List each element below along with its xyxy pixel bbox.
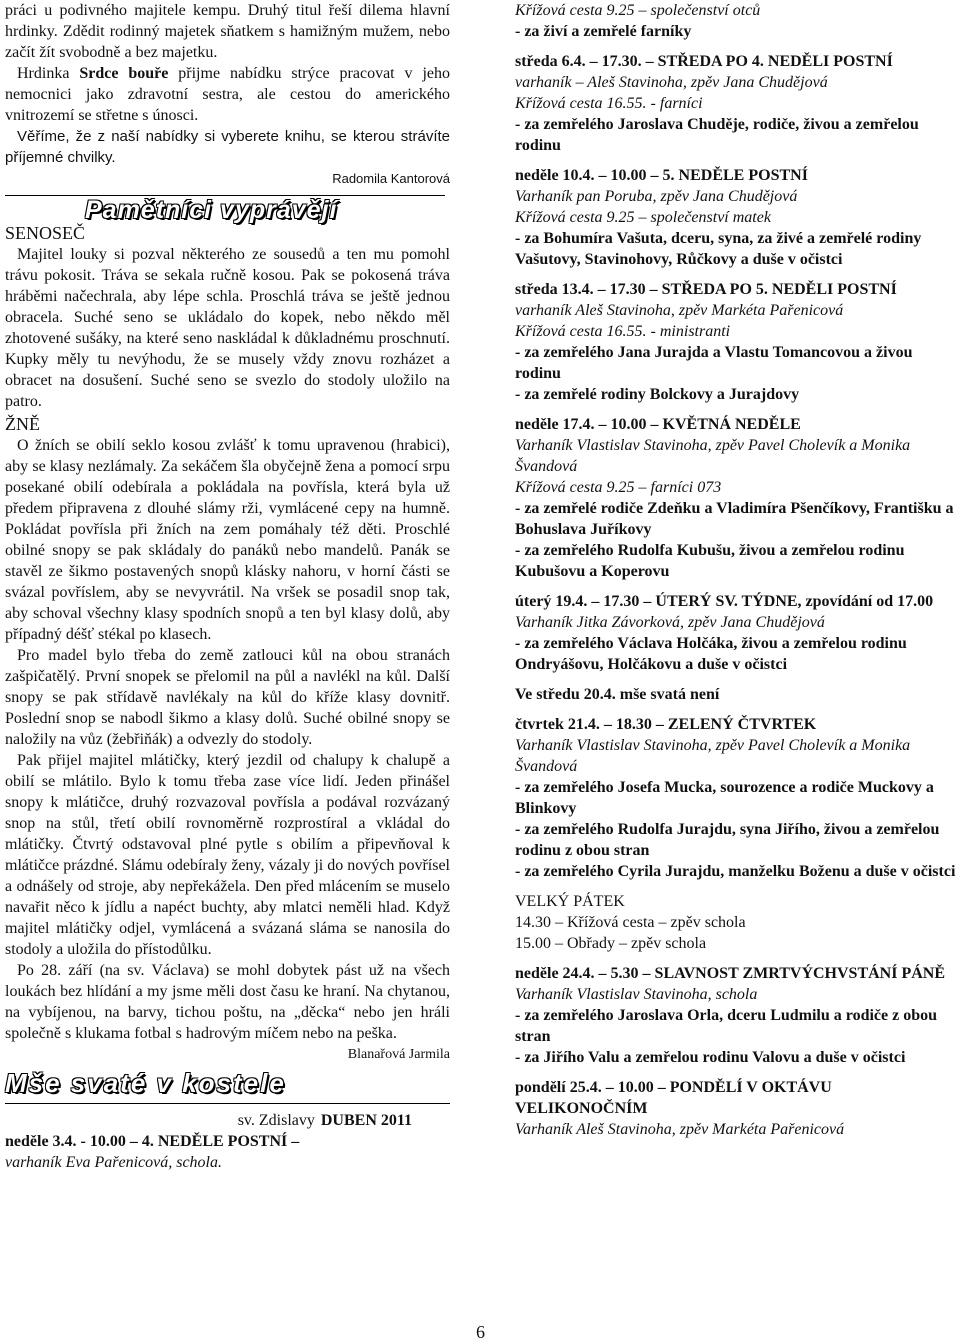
intro-text: přijme nabídku strýce pracovat v jeho nemocnici jako zdravotní sestra, ale cestou do amerického vnitrozemí se střetne s únosci.	[5, 65, 450, 124]
month-name: DUBEN 2011	[320, 1112, 412, 1129]
event-line: varhaník – Aleš Stavinoha, zpěv Jana Chudějová	[515, 74, 828, 91]
mass-event	[515, 591, 960, 675]
book-title: Srdce bouře	[79, 65, 169, 82]
mass-event	[515, 684, 960, 705]
banner-text: Mše svaté v kostele	[5, 1068, 286, 1098]
event-line: Varhaník Vlastislav Stavinoha, zpěv Pavel Cholevík a Monika Švandová	[515, 737, 911, 775]
intro-text: Hrdinka	[17, 65, 80, 82]
mass-event	[515, 714, 960, 882]
event-line: VELKÝ PÁTEK	[515, 893, 625, 910]
signature-blanarova: Blanařová Jarmila	[347, 1047, 450, 1062]
event-line: - za zemřelého Rudolfa Kubušu, živou a zemřelou rodinu Kubušovu a Koperovu	[515, 542, 905, 580]
event-line: - za zemřelé rodiny Bolckovy a Jurajdovy	[515, 386, 800, 403]
event-line: - za Bohumíra Vašuta, dceru, syna, za živé a zemřelé rodiny Vašutovy, Stavinohovy, Růčkovy a duše v očistci	[515, 230, 922, 268]
zne-paragraph: Po 28. září (na sv. Václava) se mohl dobytek pást už na všech loukách bez hlídání a my jsme měli dost času ke hraní. Na chytanou, na vybíjenou, na barvy, tichou poštu, na „děcka“ nebo jen hráli společně s klukama fotbal s hadrovým míčem nebo na peška.	[5, 962, 450, 1042]
zne-paragraph: O žních se obilí seklo kosou zvlášť k tomu upravenou (hrabici), aby se klasy nezlámaly. Za sekáčem šla obyčejně žena a pomocí srpu posekané obilí odebírala a pokládala na povřísla, která byla už předem připravena z dlouhé slámy rži, vymlácené cepy na humně. Pokládat povřísla při žních na zem pomáhaly též děti. Proschlé obilné snopy se pak skládaly do panáků nebo mandelů. Panák se stavěl ze šikmo postavených snopů klásky nahoru, v horní části se svázal povříslem, aby se nevyvrátil. Na vršek se posadil snop tak, aby schoval všechny klasy spodních snopů a ten byl klasy dolů, aby případný déšť stékal po klasech.	[5, 437, 450, 643]
event-line: Křížová cesta 9.25 – farníci 073	[515, 479, 722, 496]
mass-event	[515, 279, 960, 405]
event-line: Křížová cesta 9.25 – společenství matek	[515, 209, 771, 226]
event-line: Křížová cesta 16.55. - farníci	[515, 95, 703, 112]
event-line: - za zemřelé rodiče Zdeňku a Vladimíra Pšenčíkovy, Františku a Bohuslava Juříkovy	[515, 500, 954, 538]
event-line: Varhaník pan Poruba, zpěv Jana Chudějová	[515, 188, 798, 205]
page-number: 6	[476, 1322, 485, 1342]
intro-paragraph: práci u podivného majitele kempu. Druhý titul řeší dilema hlavní hrdinky. Zdědit rodinný majetek sňatkem s hamižným mužem, nebo začít žít svobodně a bez majetku.	[5, 2, 450, 61]
saint-name: sv. Zdislavy	[237, 1112, 315, 1129]
first-event-head: neděle 3.4. - 10.00 – 4. NEDĚLE POSTNÍ –	[5, 1133, 300, 1150]
event-line: - za zemřelého Václava Holčáka, živou a zemřelou rodinu Ondryášovu, Holčákovu a duše v očistci	[515, 635, 907, 673]
mass-event	[515, 963, 960, 1068]
event-line: varhaník Aleš Stavinoha, zpěv Markéta Pařenicová	[515, 302, 844, 319]
right-column	[515, 0, 960, 1140]
mass-event	[515, 0, 960, 42]
event-line: Ve středu 20.4. mše svatá není	[515, 686, 720, 703]
event-line: Varhaník Vlastislav Stavinoha, zpěv Pavel Cholevík a Monika Švandová	[515, 437, 911, 475]
mass-event	[515, 414, 960, 582]
event-line: - za zemřelého Rudolfa Jurajdu, syna Jiřího, živou a zemřelou rodinu z obou stran	[515, 821, 940, 859]
event-line: středa 6.4. – 17.30. – STŘEDA PO 4. NEDĚLI POSTNÍ	[515, 53, 893, 70]
mass-event	[515, 51, 960, 156]
event-line: - za zemřelého Jana Jurajda a Vlastu Tomancovou a živou rodinu	[515, 344, 913, 382]
banner-text: Pamětníci vyprávějí	[85, 196, 338, 224]
section-text-senosec: Majitel louky si pozval některého ze sousedů a ten mu pomohl trávu pokosit. Tráva se sekala ručně kosou. Pak se pokosená tráva hráběmi načechrala, aby lépe schla. Proschlá tráva se ještě jednou obracela. Suché seno se ukládalo do kopek, nebo někdo měl zhotovené sušáky, na které seno naskládal k důkladnému proschnutí. Kupky měly tu nevýhodu, že se musely vždy znovu rozházet a obracet na dosušení. Suché seno se svezlo do stodoly uložilo na patro.	[5, 246, 450, 410]
event-line: 15.00 – Obřady – zpěv schola	[515, 935, 707, 952]
event-line: středa 13.4. – 17.30 – STŘEDA PO 5. NEDĚLI POSTNÍ	[515, 281, 897, 298]
section-title-zne: ŽNĚ	[5, 414, 40, 434]
mass-event	[515, 1077, 960, 1140]
zne-paragraph: Pak přijel majitel mlátičky, který jezdil od chalupy k chalupě a obilí se mlátilo. Bylo k tomu třeba zase více lidí. Jeden přinášel snopy k mlátičce, druhý rozvazoval povřísla a podával rozvázaný snop na stůl, třetí obilí rovnoměrně rozprostíral a vkládal do mlátičky. Čtvrtý odstavoval plné pytle s obilím a připevňoval k mlátičce prázdné. Slámu odebíraly ženy, vázaly ji do nových povřísel a odnášely od stroje, aby nepřekážela. Den před mlácením se muselo navařit něco k jídlu a napéct buchty, aby mlatci neměli hlad. Když majitel mlátičky odjel, vymlácená a svázaná sláma se nanosila do stodoly a uložila do přístodůlku.	[5, 752, 450, 958]
event-line: 14.30 – Křížová cesta – zpěv schola	[515, 914, 746, 931]
signature-kantorova: Radomila Kantorová	[332, 171, 450, 186]
zne-paragraph: Pro madel bylo třeba do země zatlouci kůl na obou stranách zašpičatělý. První snopek se přelomil na půl a navlékl na kůl. Další snopy se pak střídavě navlékaly na kůl do kříže klasy dovnitř. Poslední snop se nabodl šikmo a klasy dolů. Suché obilné snopy se naložily na vůz (žebřiňák) a odvezly do stodoly.	[5, 647, 450, 748]
event-line: neděle 17.4. – 10.00 – KVĚTNÁ NEDĚLE	[515, 416, 801, 433]
mass-event	[515, 891, 960, 954]
event-line: Varhaník Vlastislav Stavinoha, schola	[515, 986, 758, 1003]
event-line: neděle 10.4. – 10.00 – 5. NEDĚLE POSTNÍ	[515, 167, 808, 184]
event-line: pondělí 25.4. – 10.00 – PONDĚLÍ V OKTÁVU VELIKONOČNÍM	[515, 1079, 832, 1117]
intro-paragraph-2	[5, 63, 450, 126]
month-heading	[5, 1110, 450, 1131]
left-column	[5, 0, 450, 1173]
banner-mse-svate	[5, 1068, 450, 1104]
event-line: Varhaník Jitka Závorková, zpěv Jana Chudějová	[515, 614, 825, 631]
event-line: - za zemřelého Jaroslava Orla, dceru Ludmilu a rodiče z obou stran	[515, 1007, 938, 1045]
event-line: čtvrtek 21.4. – 18.30 – ZELENÝ ČTVRTEK	[515, 716, 817, 733]
event-line: neděle 24.4. – 5.30 – SLAVNOST ZMRTVÝCHVSTÁNÍ PÁNĚ	[515, 965, 946, 982]
first-event-line: varhaník Eva Pařenicová, schola.	[5, 1154, 222, 1171]
intro-paragraph-3: Věříme, že z naší nabídky si vyberete knihu, se kterou strávíte příjemné chvilky.	[5, 128, 450, 166]
event-line: - za zemřelého Jaroslava Chuděje, rodiče, živou a zemřelou rodinu	[515, 116, 919, 154]
event-line: úterý 19.4. – 17.30 – ÚTERÝ SV. TÝDNE, zpovídání od 17.00	[515, 593, 934, 610]
event-line: Varhaník Aleš Stavinoha, zpěv Markéta Pařenicová	[515, 1121, 845, 1138]
event-line: - za zemřelého Cyrila Jurajdu, manželku Boženu a duše v očistci	[515, 863, 956, 880]
event-line: - za živí a zemřelé farníky	[515, 23, 692, 40]
event-line: - za zemřelého Josefa Mucka, sourozence a rodiče Muckovy a Blinkovy	[515, 779, 934, 817]
banner-pametnici	[5, 195, 445, 224]
mass-event	[515, 165, 960, 270]
event-line: Křížová cesta 16.55. - ministranti	[515, 323, 731, 340]
event-line: Křížová cesta 9.25 – společenství otců	[515, 2, 761, 19]
event-line: - za Jiřího Valu a zemřelou rodinu Valovu a duše v očistci	[515, 1049, 906, 1066]
section-title-senosec: SENOSEČ	[5, 223, 86, 243]
